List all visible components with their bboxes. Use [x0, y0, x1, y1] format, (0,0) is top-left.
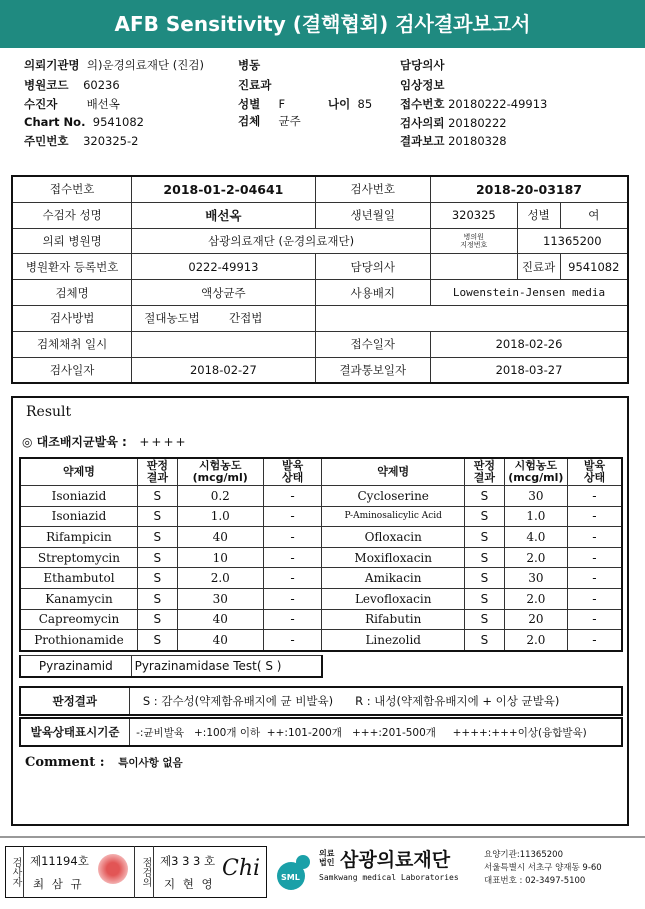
judge-result: S [137, 568, 177, 589]
growth-state: - [567, 609, 622, 630]
name-value: 배선옥 [132, 202, 315, 228]
drug-name: Capreomycin [20, 609, 137, 630]
pza-result: Pyrazinamidase Test( S ) [131, 656, 322, 677]
reviewer-name: 지 현 영 [164, 877, 215, 891]
header-test: 검체 균주 [238, 114, 301, 128]
test-conc: 4.0 [504, 527, 567, 548]
tester-no: 제11194호 [30, 854, 89, 868]
org-english: Samkwang medical Laboratories [319, 873, 459, 882]
header-report: 결과보고 20180328 [400, 134, 507, 148]
test-conc: 2.0 [504, 588, 567, 609]
notify-value: 2018-03-27 [430, 357, 628, 383]
drug-name: Isoniazid [20, 486, 137, 507]
drug-name: Rifampicin [20, 527, 137, 548]
table-row [20, 630, 622, 651]
judge-result: S [465, 547, 505, 568]
reviewer-label: 점검의 [134, 846, 154, 898]
info-table [11, 175, 629, 384]
name-label: 수검자 성명 [12, 202, 132, 228]
header-receipt: 접수번호 20180222-49913 [400, 97, 548, 111]
table-row [20, 609, 622, 630]
report-title: AFB Sensitivity (결핵협회) 검사결과보고서 [0, 0, 645, 48]
drug-name: Kanamycin [20, 588, 137, 609]
judge-result: S [465, 486, 505, 507]
growth-state: - [567, 547, 622, 568]
dept-label: 진료과 [517, 254, 560, 280]
growth-state: - [567, 588, 622, 609]
method-label: 검사방법 [12, 305, 132, 331]
judge-result: S [465, 506, 505, 527]
header-chart: Chart No. 9541082 [24, 115, 144, 129]
judge-result: S [465, 588, 505, 609]
legend-table [19, 686, 623, 716]
header-clinical: 임상정보 [400, 78, 445, 92]
org-contact: 요양기관:11365200 서울특별시 서초구 양재동 9-60 대표번호 : 02-3497-5100 [484, 850, 602, 886]
test-conc: 30 [504, 486, 567, 507]
drug-name: Linezolid [322, 630, 465, 651]
judge-result: S [137, 609, 177, 630]
growth-state: - [263, 547, 322, 568]
hospital-value: 삼광의료재단 (운경의료재단) [132, 228, 431, 254]
hospital-label: 의뢰 병원명 [12, 228, 132, 254]
growth-state: - [567, 506, 622, 527]
dob-label: 생년월일 [315, 202, 430, 228]
pza-drug: Pyrazinamid [20, 656, 131, 677]
judge-result: S [137, 630, 177, 651]
hosp-code-label: 병의원 지정번호 [430, 228, 517, 254]
col-drug: 약제명 [20, 458, 137, 486]
test-conc: 2.0 [177, 568, 263, 589]
drug-table [19, 457, 623, 652]
growth-state: - [263, 527, 322, 548]
collect-value [132, 331, 315, 357]
growth-legend-label: 발육상태표시기준 [20, 718, 130, 746]
header-request: 검사의뢰 20180222 [400, 116, 507, 130]
growth-state: - [263, 568, 322, 589]
drug-name: Moxifloxacin [322, 547, 465, 568]
test-conc: 2.0 [504, 630, 567, 651]
growth-legend-table [19, 717, 623, 747]
test-no: 2018-20-03187 [430, 176, 628, 202]
receipt-no: 2018-01-2-04641 [132, 176, 315, 202]
method-blank [315, 305, 430, 331]
col-growth: 발육 상태 [263, 458, 322, 486]
growth-control: ◎ 대조배지균발육 : ++++ [22, 435, 188, 449]
notify-label: 결과통보일자 [315, 357, 430, 383]
test-conc: 1.0 [504, 506, 567, 527]
table-row [20, 527, 622, 548]
sex-label: 성별 [517, 202, 560, 228]
growth-state: - [263, 486, 322, 507]
judge-result: S [137, 547, 177, 568]
table-row [20, 568, 622, 589]
col-conc: 시험농도 (mcg/ml) [177, 458, 263, 486]
svg-text:SML: SML [281, 873, 300, 882]
growth-state: - [263, 609, 322, 630]
test-conc: 10 [177, 547, 263, 568]
medium-value: Lowenstein-Jensen media [430, 280, 628, 306]
test-conc: 0.2 [177, 486, 263, 507]
test-conc: 30 [177, 588, 263, 609]
drug-name: P-Aminosalicylic Acid [322, 506, 465, 527]
drug-name: Ethambutol [20, 568, 137, 589]
header-sex: 성별 F [238, 97, 286, 111]
method-value: 절대농도법 간접법 [132, 305, 315, 331]
col-drug-2: 약제명 [322, 458, 465, 486]
tester-label: 검사자 [5, 846, 24, 898]
reg-value: 0222-49913 [132, 254, 315, 280]
growth-state: - [263, 506, 322, 527]
header-ward: 병동 [238, 58, 261, 72]
receipt-no-label: 접수번호 [12, 176, 132, 202]
header-inst: 의뢰기관명 의)운경의료재단 (진검) [24, 58, 204, 72]
drug-name: Streptomycin [20, 547, 137, 568]
reg-label: 병원환자 등록번호 [12, 254, 132, 280]
sml-logo-icon [273, 852, 313, 892]
header-patient: 수진자 배선옥 [24, 97, 120, 111]
test-conc: 40 [177, 630, 263, 651]
reviewer-no: 제3 3 3 호 [160, 854, 216, 868]
test-conc: 1.0 [177, 506, 263, 527]
judge-result: S [465, 568, 505, 589]
collect-label: 검체채취 일시 [12, 331, 132, 357]
table-row [20, 588, 622, 609]
medium-label: 사용배지 [315, 280, 430, 306]
growth-state: - [567, 486, 622, 507]
header-doctor: 담당의사 [400, 58, 445, 72]
footer-divider [0, 836, 645, 838]
growth-state: - [567, 630, 622, 651]
sex-value: 여 [560, 202, 628, 228]
judge-result: S [137, 527, 177, 548]
pza-table [19, 655, 323, 678]
header-rrn: 주민번호 320325-2 [24, 134, 139, 148]
judge-result: S [137, 486, 177, 507]
judge-result: S [137, 506, 177, 527]
test-conc: 30 [504, 568, 567, 589]
judge-result: S [465, 527, 505, 548]
test-conc: 20 [504, 609, 567, 630]
header-age: 나이 85 [328, 97, 373, 111]
judge-result: S [465, 630, 505, 651]
test-date-value: 2018-02-27 [132, 357, 315, 383]
received-value: 2018-02-26 [430, 331, 628, 357]
test-conc: 40 [177, 609, 263, 630]
growth-state: - [263, 630, 322, 651]
test-date-label: 검사일자 [12, 357, 132, 383]
dob-value: 320325 [430, 202, 517, 228]
col-judge-2: 판정 결과 [465, 458, 505, 486]
table-row [20, 547, 622, 568]
org-name: 삼광의료재단 [340, 849, 451, 871]
growth-legend: -:균비발육 +:100개 이하 ++:101-200개 +++:201-500개 ++++:+++이상(융합발육) [130, 718, 622, 746]
table-row [20, 506, 622, 527]
tester-name: 최 삼 규 [33, 877, 84, 891]
col-conc-2: 시험농도 (mcg/ml) [504, 458, 567, 486]
growth-state: - [263, 588, 322, 609]
test-conc: 40 [177, 527, 263, 548]
judge-legend-label: 판정결과 [20, 687, 129, 715]
col-judge: 판정 결과 [137, 458, 177, 486]
table-row [20, 486, 622, 507]
comment: Comment : 특이사항 없음 [25, 755, 183, 770]
drug-name: Prothionamide [20, 630, 137, 651]
doctor-value [430, 254, 517, 280]
col-growth-2: 발육 상태 [567, 458, 622, 486]
header-code: 병원코드 60236 [24, 78, 120, 92]
judge-result: S [465, 609, 505, 630]
specimen-label: 검체명 [12, 280, 132, 306]
specimen-value: 액상균주 [132, 280, 315, 306]
reviewer-signature: Chi [222, 856, 261, 881]
tester-seal [98, 854, 128, 884]
drug-name: Levofloxacin [322, 588, 465, 609]
test-conc: 2.0 [504, 547, 567, 568]
test-no-label: 검사번호 [315, 176, 430, 202]
judge-result: S [137, 588, 177, 609]
growth-state: - [567, 527, 622, 548]
doctor-label: 담당의사 [315, 254, 430, 280]
drug-name: Amikacin [322, 568, 465, 589]
drug-name: Cycloserine [322, 486, 465, 507]
header-dept: 진료과 [238, 78, 272, 92]
result-heading: Result [26, 404, 72, 420]
drug-name: Rifabutin [322, 609, 465, 630]
received-label: 접수일자 [315, 331, 430, 357]
drug-name: Isoniazid [20, 506, 137, 527]
org-type: 의료 법인 [319, 849, 335, 867]
dept-value: 9541082 [560, 254, 628, 280]
judge-legend: S : 감수성(약제함유배지에 균 비발육) R : 내성(약제함유배지에 + 이상 균발육) [129, 687, 622, 715]
method-blank-2 [430, 305, 628, 331]
growth-state: - [567, 568, 622, 589]
hosp-code-value: 11365200 [517, 228, 628, 254]
drug-name: Ofloxacin [322, 527, 465, 548]
